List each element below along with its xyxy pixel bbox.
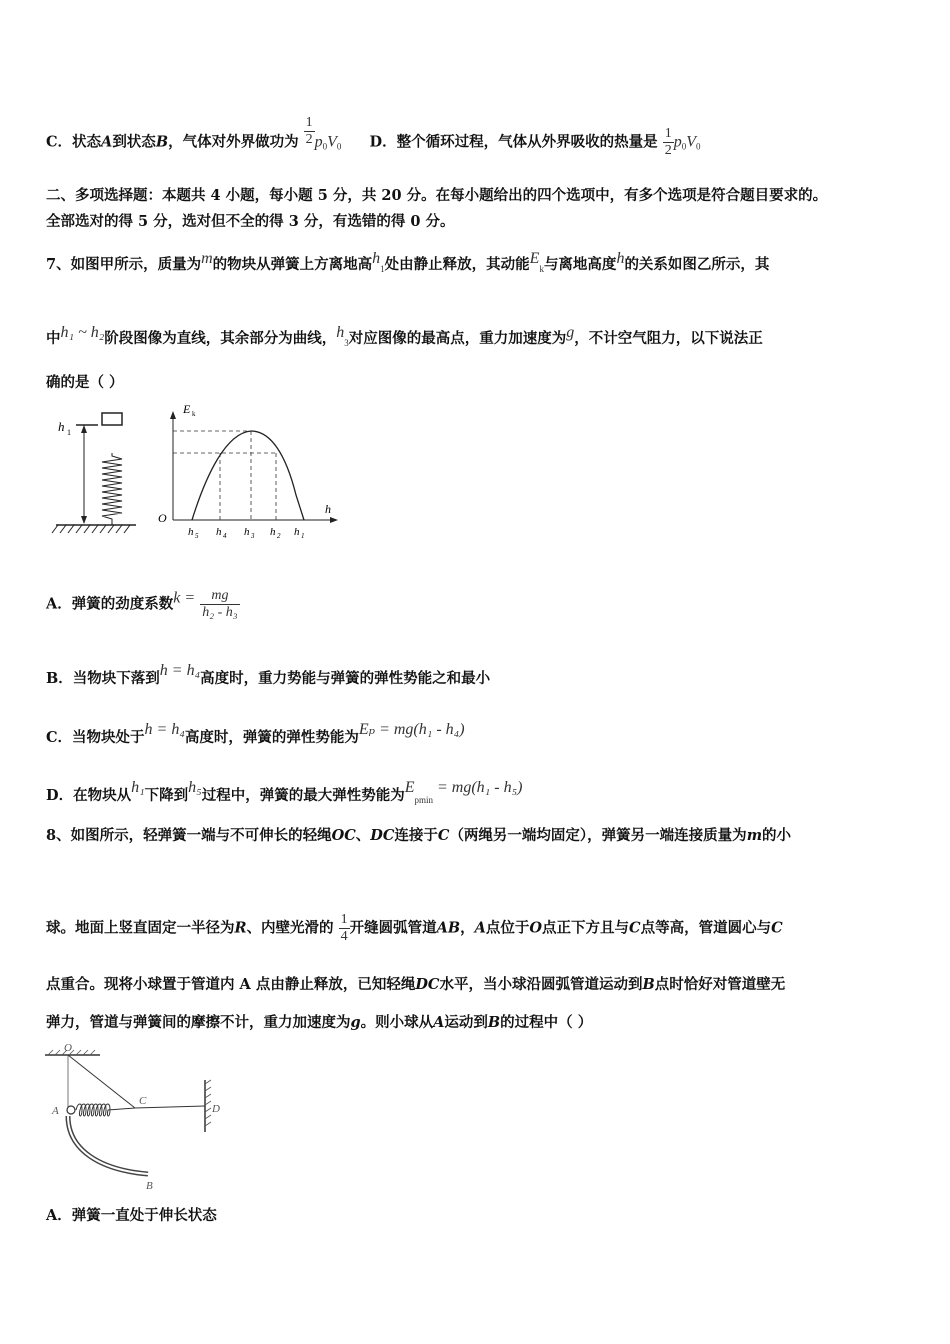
- section2-line1: 二、多项选择题：本题共 4 小题，每小题 5 分，共 20 分。在每小题给出的四个选项中，有多个选项是符合题目要求的。: [46, 187, 828, 204]
- q7-h: h: [616, 250, 625, 267]
- q6-optd-p-sub: 0: [681, 141, 687, 152]
- spring-icon: [102, 453, 122, 525]
- q6-option-c-d: [46, 115, 701, 159]
- q6-optc-a: A: [101, 133, 113, 151]
- ball-icon: [67, 1106, 75, 1114]
- q6-optd-p: p: [673, 133, 682, 151]
- svg-text:k: k: [192, 410, 196, 418]
- q7-m: m: [201, 250, 213, 267]
- svg-text:2: 2: [277, 532, 281, 540]
- q7-figure: [46, 395, 346, 545]
- q8-stem-line1: 8、如图所示，轻弹簧一端与不可伸长的轻绳OC、DC连接于C（两绳另一端均固定），弹簧另一端连接质量为m的小: [46, 827, 792, 844]
- svg-text:4: 4: [223, 532, 227, 540]
- q8-figure: [40, 1040, 240, 1195]
- q7-h1: h: [372, 250, 381, 267]
- q7-option-b: B．当物块下落到h = h₄高度时，重力势能与弹簧的弹性势能之和最小: [46, 662, 491, 687]
- q7-optc-formula: Eₚ = mg(h₁ - h₄): [358, 721, 465, 738]
- q7-figure-yi: [158, 402, 338, 540]
- q8-quarter-fraction: $\frac{1}{4}$: [340, 912, 348, 944]
- q7-h3: h: [336, 324, 345, 341]
- q6-optc-p: p: [314, 133, 323, 151]
- fig8-o-label: O: [64, 1042, 72, 1054]
- q7-opta-fraction: $\frac{mg}{\text{h₂ - h₃}}$: [202, 588, 238, 620]
- q6-optc-p-sub: 0: [322, 141, 328, 152]
- svg-text:h: h: [188, 526, 194, 538]
- q7-optd-h1: h₁: [131, 779, 145, 796]
- q7-h1-h2: h₁ ~ h₂: [60, 324, 105, 341]
- q7-opta-lhs: k =: [173, 589, 196, 607]
- q6-optc-v: V: [327, 133, 337, 151]
- q7-optd-formula: E: [404, 779, 415, 796]
- q7-stem-line3: 确的是（ ）: [46, 374, 124, 391]
- q7-figure-jia: [52, 413, 136, 533]
- fig-ticks: [188, 526, 305, 540]
- section2-line2: 全部选对的得 5 分，选对但不全的得 3 分，有选错的得 0 分。: [46, 213, 455, 230]
- q7-g: g: [566, 324, 575, 341]
- q6-optc-v-sub: 0: [336, 141, 342, 152]
- q7-ek: E: [529, 250, 540, 267]
- svg-text:1: 1: [67, 428, 71, 437]
- fig-origin: O: [158, 511, 167, 525]
- q8-stem-line2: 球。地面上竖直固定一半径为R、内壁光滑的 $\frac{1}{4}$ 开缝圆弧管道AB，A点位于O点正下方且与C点等高，管道圆心与C: [46, 912, 783, 944]
- svg-text:h: h: [216, 526, 222, 538]
- q8-stem-line3: 点重合。现将小球置于管道内 A 点由静止释放，已知轻绳DC水平，当小球沿圆弧管道运动到B点时恰好对管道壁无: [46, 976, 786, 993]
- fig8-d-label: D: [212, 1103, 220, 1115]
- string-oc: [68, 1055, 135, 1108]
- fig-h-axis: h: [325, 502, 331, 516]
- q6-optd-text: D．整个循环过程，气体从外界吸收的热量是: [369, 133, 658, 151]
- svg-text:h: h: [244, 526, 250, 538]
- q8-stem-line4: 弹力，管道与弹簧间的摩擦不计，重力加速度为g。则小球从A运动到B的过程中（ ）: [46, 1014, 593, 1031]
- ek-curve: [192, 431, 304, 520]
- spring-ac: [76, 1104, 135, 1116]
- q7-stem-line1: 7、如图甲所示，质量为m的物块从弹簧上方离地高$h_1$处由静止释放，其动能$E_k$与离地高度h的关系如图乙所示，其: [46, 250, 770, 274]
- q6-optd-v: V: [686, 133, 696, 151]
- svg-text:3: 3: [251, 532, 255, 540]
- q7-optc-expr: h = h₄: [144, 721, 185, 738]
- q6-optd-fraction: $\frac{1}{2}$: [664, 126, 672, 158]
- fig8-b-label: B: [146, 1180, 153, 1192]
- q8-option-a: A．弹簧一直处于伸长状态: [46, 1207, 217, 1224]
- q7-option-a: A．弹簧的劲度系数k = $\frac{mg}{\text{h₂ - h₃}}$: [46, 588, 238, 620]
- q7-optb-expr: h = h₄: [159, 662, 201, 679]
- svg-text:h: h: [294, 526, 300, 538]
- svg-text:1: 1: [301, 532, 305, 540]
- fig-h1-label: h: [58, 419, 65, 434]
- q6-optc-fraction: $\frac{1}{2}$: [305, 115, 313, 147]
- q6-optc-prefix: C．状态: [46, 133, 102, 151]
- q6-optc-text: ，气体对外界做功为: [168, 133, 299, 151]
- q6-optc-b: B: [155, 133, 169, 151]
- q7-optd-h5: h₅: [188, 779, 202, 796]
- q7-stem-line2: 中h₁ ~ h₂阶段图像为直线，其余部分为曲线，$h_3$对应图像的最高点，重力加速度为g，不计空气阻力，以下说法正: [46, 324, 763, 348]
- block-icon: [102, 413, 122, 425]
- q6-optd-v-sub: 0: [695, 141, 701, 152]
- svg-text:h: h: [270, 526, 276, 538]
- svg-text:5: 5: [195, 532, 199, 540]
- fig-ek-label: E: [183, 402, 191, 416]
- q7-option-d: D．在物块从h₁下降到h₅过程中，弹簧的最大弹性势能为$E_{pmin} = mg(h_1 - h_5)$: [46, 779, 523, 805]
- q6-optc-mid: 到状态: [112, 133, 156, 151]
- fig8-c-label: C: [139, 1095, 147, 1107]
- fig8-a-label: A: [52, 1105, 59, 1117]
- q7-option-c: C．当物块处于h = h₄高度时，弹簧的弹性势能为Eₚ = mg(h₁ - h₄): [46, 721, 465, 746]
